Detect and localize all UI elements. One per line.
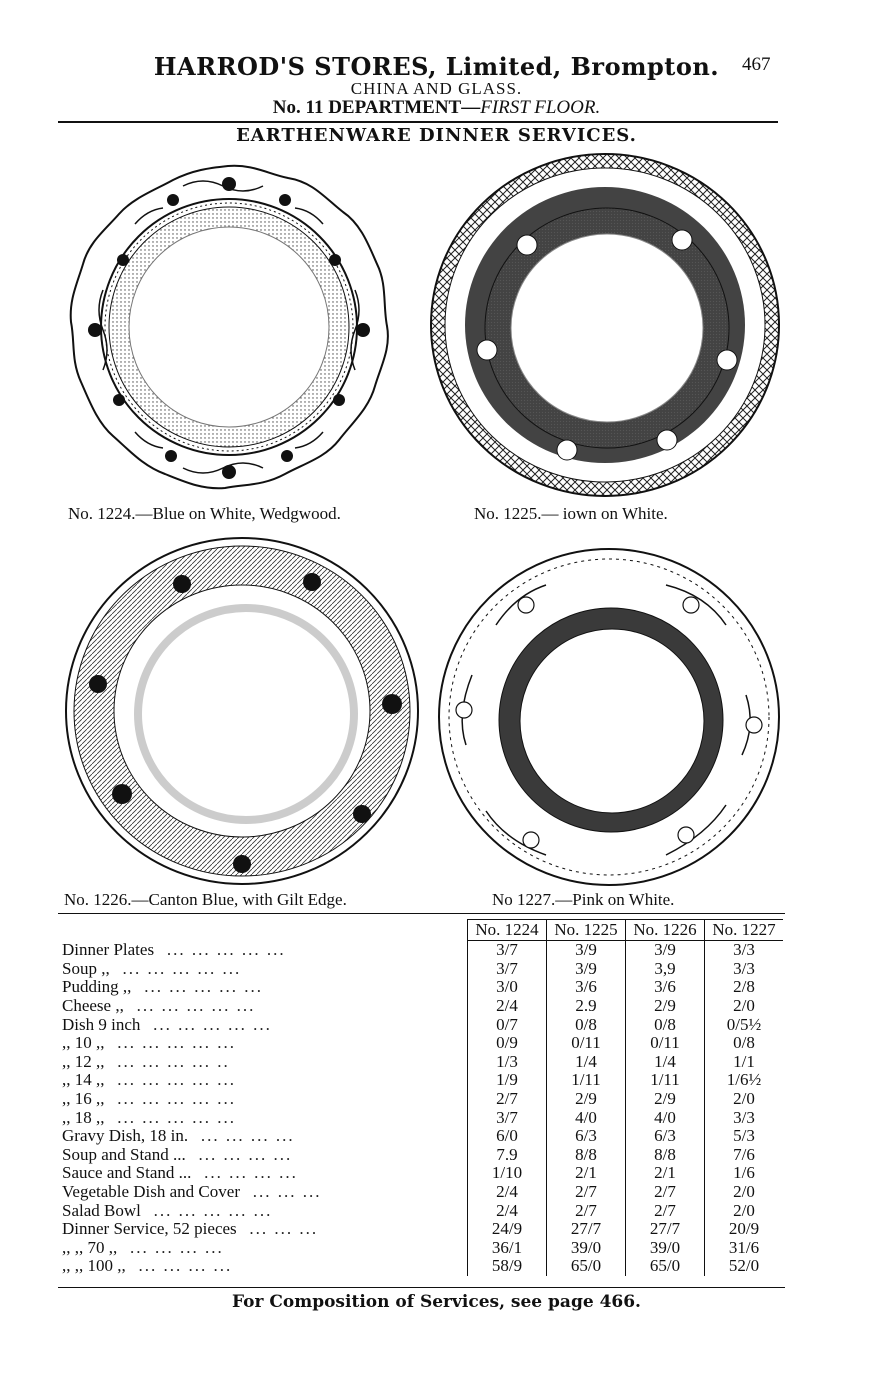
price-cell: 2/4 — [468, 1201, 547, 1220]
row-item-label: Dish 9 inch — [62, 1014, 141, 1034]
row-item-label: ,, ,, 70 ,, — [62, 1237, 118, 1257]
row-item-label: Vegetable Dish and Cover — [62, 1182, 240, 1202]
table-row — [62, 1220, 783, 1239]
leader-dots: ... ... ... ... ... — [122, 958, 242, 978]
price-table-header-row — [62, 920, 783, 941]
price-cell: 2/7 — [547, 1201, 626, 1220]
row-item-label: Soup ,, — [62, 958, 110, 978]
price-cell: 3/9 — [547, 941, 626, 960]
table-row — [62, 1146, 783, 1165]
row-item-cell — [62, 978, 468, 997]
price-cell: 3/9 — [626, 941, 705, 960]
price-cell: 0/5½ — [705, 1015, 784, 1034]
row-item-label: Pudding ,, — [62, 977, 132, 997]
row-item-label: ,, 12 ,, — [62, 1051, 105, 1071]
column-header: No. 1226 — [626, 920, 705, 941]
price-cell: 27/7 — [547, 1220, 626, 1239]
price-cell: 3/7 — [468, 941, 547, 960]
row-item-label: Dinner Plates — [62, 940, 155, 960]
price-cell: 3/7 — [468, 960, 547, 979]
section-title: EARTHENWARE DINNER SERVICES. — [236, 125, 637, 146]
row-item-cell — [62, 1090, 468, 1109]
leader-dots: ... ... ... ... ... — [117, 1089, 236, 1109]
leader-dots: ... ... ... ... ... — [117, 1070, 236, 1090]
price-cell: 3/3 — [705, 941, 784, 960]
price-cell: 3/3 — [705, 960, 784, 979]
price-cell: 39/0 — [547, 1239, 626, 1258]
price-cell: 0/9 — [468, 1034, 547, 1053]
leader-dots: ... ... ... ... ... — [153, 1200, 273, 1220]
price-cell: 2.9 — [547, 997, 626, 1016]
column-header: No. 1224 — [468, 920, 547, 941]
row-item-cell — [62, 960, 468, 979]
price-cell: 4/0 — [547, 1108, 626, 1127]
row-item-label: Cheese ,, — [62, 996, 124, 1016]
row-item-cell — [62, 1053, 468, 1072]
price-cell: 3/7 — [468, 1108, 547, 1127]
row-item-label: Dinner Service, 52 pieces — [62, 1219, 237, 1239]
leader-dots: ... ... ... ... — [200, 1126, 295, 1146]
leader-dots: ... ... ... ... ... — [136, 996, 256, 1016]
table-row — [62, 1090, 783, 1109]
table-row — [62, 1164, 783, 1183]
price-cell: 1/4 — [547, 1053, 626, 1072]
price-cell: 3/9 — [547, 960, 626, 979]
price-cell: 65/0 — [626, 1257, 705, 1276]
floor-label: FIRST FLOOR. — [480, 97, 601, 118]
price-cell: 0/8 — [705, 1034, 784, 1053]
row-item-cell — [62, 1034, 468, 1053]
price-cell: 2/7 — [626, 1183, 705, 1202]
row-item-cell — [62, 1201, 468, 1220]
row-item-cell — [62, 1239, 468, 1258]
table-row — [62, 1071, 783, 1090]
table-row — [62, 1053, 783, 1072]
table-top-rule — [58, 913, 785, 914]
row-item-label: Sauce and Stand ... — [62, 1163, 192, 1183]
price-cell: 1/6 — [705, 1164, 784, 1183]
row-item-label: ,, 14 ,, — [62, 1070, 105, 1090]
price-cell: 2/9 — [626, 1090, 705, 1109]
price-cell: 1/3 — [468, 1053, 547, 1072]
footer-note: For Composition of Services, see page 466. — [232, 1292, 641, 1312]
price-cell: 2/0 — [705, 1183, 784, 1202]
category-subtitle: CHINA AND GLASS. — [350, 79, 523, 98]
leader-dots: ... ... ... ... — [198, 1144, 293, 1164]
row-item-label: ,, 16 ,, — [62, 1089, 105, 1109]
price-cell: 65/0 — [547, 1257, 626, 1276]
price-cell: 0/8 — [626, 1015, 705, 1034]
row-item-cell — [62, 941, 468, 960]
leader-dots: ... ... ... — [249, 1219, 319, 1239]
price-cell: 0/11 — [626, 1034, 705, 1053]
row-item-label: ,, ,, 100 ,, — [62, 1256, 126, 1276]
caption-1226: No. 1226.—Canton Blue, with Gilt Edge. — [64, 890, 347, 909]
row-item-cell — [62, 1127, 468, 1146]
price-cell: 2/1 — [626, 1164, 705, 1183]
price-cell: 3/6 — [547, 978, 626, 997]
row-item-label: ,, 10 ,, — [62, 1033, 105, 1053]
leader-dots: ... ... ... ... ... — [117, 1033, 236, 1053]
price-cell: 2/0 — [705, 1201, 784, 1220]
caption-1225: No. 1225.— iown on White. — [474, 504, 668, 523]
price-cell: 3/6 — [626, 978, 705, 997]
header-rule — [58, 121, 778, 123]
row-item-cell — [62, 1257, 468, 1276]
table-row — [62, 997, 783, 1016]
price-cell: 1/1 — [705, 1053, 784, 1072]
table-row — [62, 1127, 783, 1146]
table-row — [62, 1201, 783, 1220]
plate-1225-illustration — [427, 150, 783, 500]
price-cell: 2/7 — [547, 1183, 626, 1202]
table-row — [62, 960, 783, 979]
department-line — [0, 97, 873, 119]
price-cell: 8/8 — [547, 1146, 626, 1165]
table-row — [62, 941, 783, 960]
price-cell: 7/6 — [705, 1146, 784, 1165]
price-cell: 31/6 — [705, 1239, 784, 1258]
price-table-body — [62, 941, 783, 1276]
column-header: No. 1227 — [705, 920, 784, 941]
price-cell: 4/0 — [626, 1108, 705, 1127]
row-item-label: Soup and Stand ... — [62, 1144, 186, 1164]
price-cell: 3/3 — [705, 1108, 784, 1127]
price-cell: 8/8 — [626, 1146, 705, 1165]
price-cell: 2/4 — [468, 997, 547, 1016]
row-item-cell — [62, 1146, 468, 1165]
caption-1224: No. 1224.—Blue on White, Wedgwood. — [68, 504, 341, 523]
leader-dots: ... ... ... ... — [130, 1237, 224, 1257]
leader-dots: ... ... ... ... — [138, 1256, 233, 1276]
row-item-cell — [62, 1183, 468, 1202]
price-cell: 0/7 — [468, 1015, 547, 1034]
column-header: No. 1225 — [547, 920, 626, 941]
table-row — [62, 1183, 783, 1202]
row-item-cell — [62, 1164, 468, 1183]
price-cell: 36/1 — [468, 1239, 547, 1258]
header-blank — [62, 920, 468, 941]
table-bottom-rule — [58, 1287, 785, 1288]
row-item-label: Salad Bowl — [62, 1200, 141, 1220]
price-cell: 39/0 — [626, 1239, 705, 1258]
price-cell: 2/9 — [547, 1090, 626, 1109]
row-item-cell — [62, 1071, 468, 1090]
price-cell: 6/3 — [626, 1127, 705, 1146]
table-row — [62, 1257, 783, 1276]
table-row — [62, 1108, 783, 1127]
row-item-label: Gravy Dish, 18 in. — [62, 1126, 189, 1146]
price-cell: 3/0 — [468, 978, 547, 997]
price-cell: 2/7 — [626, 1201, 705, 1220]
table-row — [62, 978, 783, 997]
price-cell: 1/11 — [547, 1071, 626, 1090]
price-cell: 24/9 — [468, 1220, 547, 1239]
price-cell: 1/4 — [626, 1053, 705, 1072]
price-cell: 2/4 — [468, 1183, 547, 1202]
leader-dots: ... ... ... ... — [204, 1163, 298, 1183]
price-cell: 0/11 — [547, 1034, 626, 1053]
table-row — [62, 1239, 783, 1258]
plate-1226-illustration — [62, 534, 422, 888]
price-cell: 52/0 — [705, 1257, 784, 1276]
price-cell: 1/6½ — [705, 1071, 784, 1090]
row-item-cell — [62, 1220, 468, 1239]
price-cell: 58/9 — [468, 1257, 547, 1276]
price-cell: 2/7 — [468, 1090, 547, 1109]
table-row — [62, 1015, 783, 1034]
price-cell: 2/9 — [626, 997, 705, 1016]
price-cell: 20/9 — [705, 1220, 784, 1239]
leader-dots: ... ... ... ... ... — [117, 1107, 236, 1127]
price-cell: 27/7 — [626, 1220, 705, 1239]
department-label: No. 11 DEPARTMENT— — [272, 97, 481, 118]
price-cell: 1/11 — [626, 1071, 705, 1090]
table-row — [62, 1034, 783, 1053]
leader-dots: ... ... ... ... ... — [153, 1014, 272, 1034]
price-cell: 5/3 — [705, 1127, 784, 1146]
page-title: HARROD'S STORES, Limited, Brompton. — [153, 52, 720, 81]
caption-1227: No 1227.—Pink on White. — [492, 890, 675, 909]
price-cell: 6/3 — [547, 1127, 626, 1146]
leader-dots: ... ... ... ... .. — [117, 1051, 230, 1071]
price-cell: 2/0 — [705, 1090, 784, 1109]
price-cell: 0/8 — [547, 1015, 626, 1034]
price-cell: 2/8 — [705, 978, 784, 997]
price-cell: 2/0 — [705, 997, 784, 1016]
leader-dots: ... ... ... ... ... — [144, 977, 263, 997]
row-item-cell — [62, 1108, 468, 1127]
row-item-cell — [62, 997, 468, 1016]
price-cell: 6/0 — [468, 1127, 547, 1146]
price-cell: 1/10 — [468, 1164, 547, 1183]
price-cell: 7.9 — [468, 1146, 547, 1165]
leader-dots: ... ... ... ... ... — [166, 940, 286, 960]
leader-dots: ... ... ... — [252, 1182, 322, 1202]
plate-1224-illustration — [63, 160, 393, 495]
price-cell: 3,9 — [626, 960, 705, 979]
price-table — [62, 919, 783, 1276]
price-cell: 1/9 — [468, 1071, 547, 1090]
price-cell: 2/1 — [547, 1164, 626, 1183]
row-item-label: ,, 18 ,, — [62, 1107, 105, 1127]
plate-1227-illustration — [436, 545, 782, 890]
row-item-cell — [62, 1015, 468, 1034]
page-number: 467 — [742, 54, 771, 75]
